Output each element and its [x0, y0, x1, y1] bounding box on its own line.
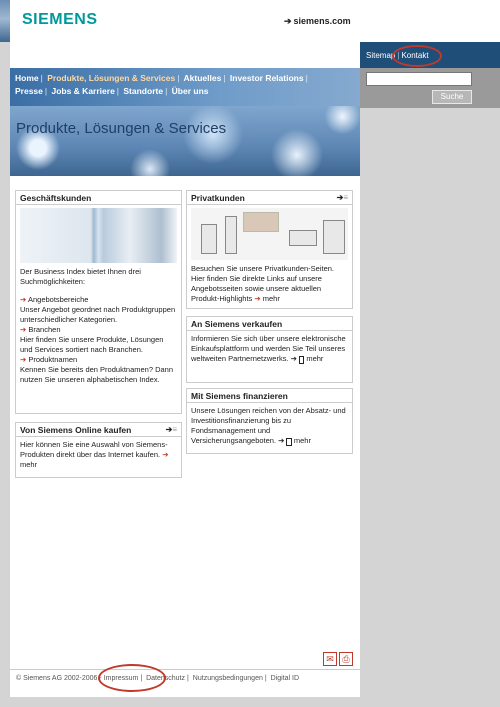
private-panel-head [187, 191, 352, 205]
search-button[interactable]: Suche [432, 90, 472, 104]
business-link-industries-label: Branchen [28, 325, 61, 334]
sell-more-link[interactable]: ➔ mehr [290, 354, 324, 363]
sell-more-label: mehr [306, 354, 324, 363]
business-link-offers[interactable] [20, 295, 177, 305]
online-panel-body [16, 437, 181, 473]
nav-item-press[interactable]: Presse [15, 86, 43, 96]
nav-item-investor[interactable]: Investor Relations [229, 73, 304, 83]
footer-link-terms[interactable]: Nutzungsbedingungen [192, 675, 263, 682]
business-panel-body [16, 205, 181, 388]
footer-link-digital-id[interactable]: Digital ID [270, 675, 300, 682]
top-decoration [0, 0, 10, 42]
online-panel-head [16, 423, 181, 437]
finance-panel-body [187, 403, 352, 450]
nav-item-locations[interactable]: Standorte [123, 86, 164, 96]
nav-row-2: Presse | Jobs & Karriere | Standorte | Über uns [15, 86, 209, 96]
sell-panel-body [187, 331, 352, 368]
utility-links: Sitemap | Kontakt [360, 42, 500, 68]
siemens-com-link[interactable] [284, 16, 351, 27]
search-input[interactable] [366, 72, 472, 86]
nav-item-about[interactable]: Über uns [171, 86, 209, 96]
finance-panel [186, 388, 353, 454]
private-products-image [191, 208, 348, 260]
nav-item-products[interactable]: Produkte, Lösungen & Services [47, 73, 176, 83]
phone-device [225, 216, 237, 254]
main-navigation [10, 68, 360, 106]
sell-panel [186, 316, 353, 383]
footer: © Siemens AG 2002-2006 - Impressum | Datenschutz | Nutzungsbedingungen | Digital ID [16, 675, 300, 682]
arrow-right-icon: ➔ [20, 325, 27, 334]
sell-text: Informieren Sie sich über unsere elektronische Einkaufsplattform und werden Sie Teil unseres weltweiten Partnernetzwerks. [191, 334, 346, 363]
top-bar [0, 0, 500, 42]
private-panel [186, 190, 353, 309]
business-link-products[interactable] [20, 355, 177, 365]
email-icon[interactable]: ✉ [323, 652, 337, 666]
finance-more-label: mehr [293, 436, 311, 445]
arrow-right-icon: ➔ [162, 450, 169, 459]
phone-device [201, 224, 217, 254]
page-banner [10, 106, 360, 176]
business-panel-title: Geschäftskunden [16, 191, 181, 205]
footer-link-privacy[interactable]: Datenschutz [146, 675, 186, 682]
nav-item-news[interactable]: Aktuelles [183, 73, 222, 83]
online-more-label: mehr [20, 460, 38, 469]
finance-text: Unsere Lösungen reichen von der Absatz- und Investitionsfinanzierung bis zu Fondsmanagement und Versicherungsangeboten. [191, 406, 346, 445]
footer-link-impressum[interactable]: Impressum [103, 675, 139, 682]
online-panel [15, 422, 182, 478]
oven-device [323, 220, 345, 254]
private-panel-body [187, 205, 352, 307]
laptop-device [289, 230, 317, 246]
arrow-right-icon: ➔ [20, 295, 27, 304]
search-area [360, 68, 500, 108]
page-title: Produkte, Lösungen & Services [16, 120, 227, 137]
private-panel-title: Privatkunden [191, 193, 245, 203]
hand-image [243, 212, 279, 232]
business-link-offers-label: Angebotsbereiche [27, 295, 89, 304]
highlight-oval-contact [392, 45, 442, 67]
sell-panel-title: An Siemens verkaufen [187, 317, 352, 331]
business-intro: Der Business Index bietet Ihnen drei Suchmöglichkeiten: [20, 267, 141, 286]
highlight-oval-impressum [98, 664, 166, 692]
footer-copyright: © Siemens AG 2002-2006 [16, 675, 98, 682]
business-offers-desc: Unser Angebot geordnet nach Produktgruppen unterschiedlicher Kategorien. [20, 305, 176, 324]
private-more-link[interactable] [254, 294, 279, 303]
footer-divider [10, 669, 360, 670]
panel-go-icon[interactable]: ➔≡ [165, 425, 177, 434]
business-panel [15, 190, 182, 414]
nav-item-jobs[interactable]: Jobs & Karriere [51, 86, 115, 96]
business-link-products-label: Produktnamen [28, 355, 78, 364]
nav-item-home[interactable]: Home [15, 73, 39, 83]
siemens-com-label: siemens.com [293, 16, 351, 26]
business-image [20, 208, 177, 263]
private-text: Besuchen Sie unsere Privatkunden-Seiten. Hier finden Sie direkte Links auf unsere Angebotsseiten sowie unsere aktuellen Produkt-Highlights [191, 264, 335, 303]
footer-icons [321, 652, 353, 666]
arrow-right-icon: ➔ [284, 16, 292, 26]
private-more-label: mehr [262, 294, 280, 303]
business-link-industries[interactable] [20, 325, 177, 335]
arrow-right-icon: ➔ [254, 294, 261, 303]
business-products-desc: Kennen Sie bereits den Produktnamen? Dann nutzen Sie unseren alphabetischen Index. [20, 365, 174, 384]
online-panel-title: Von Siemens Online kaufen [20, 425, 132, 435]
footer-dash: - [99, 675, 102, 682]
right-column [360, 42, 500, 707]
print-icon[interactable]: ⎙ [339, 652, 353, 666]
finance-more-link[interactable]: ➔ mehr [278, 436, 311, 445]
online-text: Hier können Sie eine Auswahl von Siemens-Produkten direkt über das Internet kaufen. [20, 440, 168, 459]
main-content [10, 42, 360, 697]
siemens-logo[interactable]: SIEMENS [22, 11, 98, 28]
business-industries-desc: Hier finden Sie unsere Produkte, Lösungen und Services sortiert nach Branchen. [20, 335, 164, 354]
finance-panel-title: Mit Siemens finanzieren [187, 389, 352, 403]
contact-link[interactable]: Kontakt [401, 51, 429, 60]
arrow-right-icon: ➔ [20, 355, 27, 364]
sitemap-link[interactable]: Sitemap [366, 51, 396, 60]
panel-go-icon[interactable]: ➔≡ [336, 193, 348, 202]
nav-row-1: Home | Produkte, Lösungen & Services | Aktuelles | Investor Relations | [15, 73, 308, 83]
spacer [20, 287, 177, 295]
